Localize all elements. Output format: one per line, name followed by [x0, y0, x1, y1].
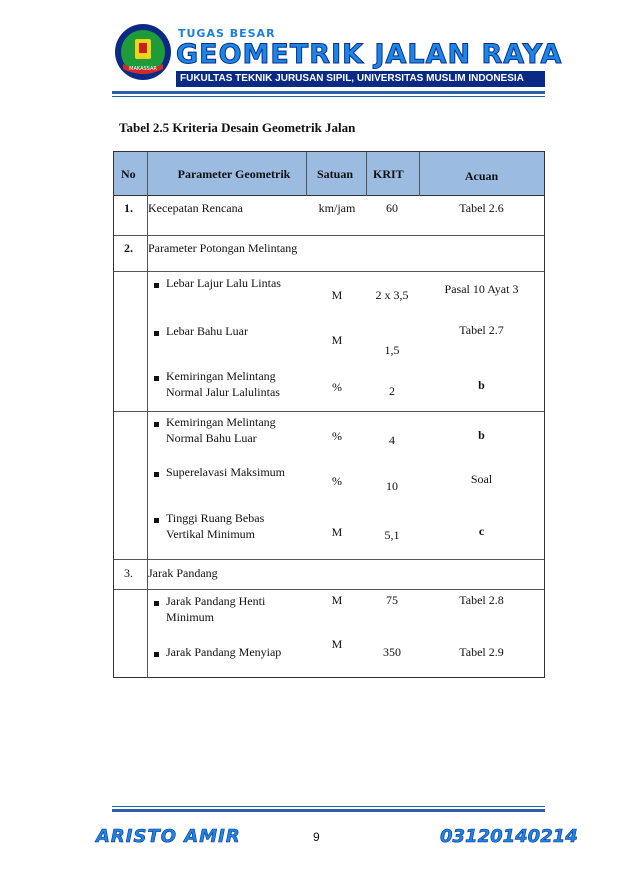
- table-header-row: [114, 152, 544, 196]
- table-row: [114, 196, 544, 236]
- row-satuan: %: [332, 474, 342, 488]
- table-row: [114, 320, 544, 360]
- row-param: Lebar Bahu Luar: [166, 324, 248, 338]
- row-param: Jarak Pandang: [148, 566, 218, 580]
- row-krit: 60: [386, 201, 398, 215]
- table-row: [114, 590, 544, 635]
- column-divider: [147, 152, 148, 677]
- row-param-line1: Kemiringan Melintang: [166, 415, 276, 429]
- row-satuan: M: [331, 593, 343, 607]
- row-satuan: %: [332, 429, 342, 443]
- table-row: [114, 272, 544, 320]
- table-row: [114, 508, 544, 560]
- row-no: 2.: [124, 241, 133, 255]
- column-divider: [306, 152, 307, 196]
- row-krit: 5,1: [384, 528, 400, 542]
- header-small-title: TUGAS BESAR: [178, 27, 276, 40]
- row-param: Superelavasi Maksimum: [166, 465, 285, 479]
- logo-text: MAKASSAR: [129, 66, 157, 72]
- column-divider: [419, 152, 420, 196]
- row-acuan: c: [478, 524, 485, 538]
- row-satuan: M: [331, 637, 343, 651]
- row-krit: 1,5: [384, 343, 400, 357]
- footer-rule-thin: [112, 806, 545, 807]
- header-rule-thin: [112, 96, 545, 97]
- row-krit: 2 x 3,5: [375, 288, 409, 302]
- table-row: [114, 412, 544, 462]
- row-acuan: Pasal 10 Ayat 3: [444, 282, 519, 296]
- row-krit: 4: [389, 433, 395, 447]
- row-param-line2: Vertikal Minimum: [166, 527, 255, 541]
- header-rule-thick: [112, 91, 545, 94]
- row-satuan: km/jam: [318, 201, 356, 215]
- row-satuan: M: [331, 525, 343, 539]
- row-satuan: M: [331, 333, 343, 347]
- row-acuan: Tabel 2.9: [459, 645, 504, 659]
- row-param-line2: Normal Jalur Lalulintas: [166, 385, 280, 399]
- row-acuan: Soal: [470, 472, 493, 486]
- row-param: Jarak Pandang Menyiap: [166, 645, 282, 659]
- row-krit: 75: [386, 593, 398, 607]
- row-param: [166, 414, 316, 446]
- author-name: ARISTO AMIR: [96, 826, 241, 847]
- row-acuan: Tabel 2.8: [459, 593, 504, 607]
- header-satuan: Satuan: [317, 167, 354, 181]
- header-krit: KRIT: [373, 167, 404, 181]
- row-param-line1: Jarak Pandang Henti: [166, 594, 266, 608]
- table-row: [114, 560, 544, 590]
- criteria-table: [113, 151, 545, 678]
- row-param: [166, 368, 316, 400]
- page-number: 9: [313, 830, 320, 844]
- row-param-line1: Tinggi Ruang Bebas: [166, 511, 265, 525]
- header-big-title: GEOMETRIK JALAN RAYA: [176, 39, 563, 70]
- row-no: 3.: [124, 566, 133, 580]
- table-row: [114, 236, 544, 272]
- header-acuan: Acuan: [464, 169, 499, 183]
- university-logo: [113, 22, 173, 82]
- header-no: No: [121, 167, 136, 181]
- student-id: 03120140214: [440, 826, 578, 847]
- row-param: Parameter Potongan Melintang: [148, 241, 298, 255]
- footer-rule-thick: [112, 809, 545, 812]
- row-krit: 10: [386, 479, 398, 493]
- row-satuan: %: [332, 380, 342, 394]
- header-subtitle-bar: [176, 71, 545, 87]
- header-param: Parameter Geometrik: [177, 167, 291, 181]
- row-param-line2: Normal Bahu Luar: [166, 431, 257, 445]
- header-subtitle: FUKULTAS TEKNIK JURUSAN SIPIL, UNIVERSITAS MUSLIM INDONESIA: [180, 73, 524, 84]
- row-krit: 350: [383, 645, 401, 659]
- table-row: [114, 462, 544, 508]
- row-param: Kecepatan Rencana: [148, 201, 243, 215]
- row-satuan: M: [331, 288, 343, 302]
- table-caption: Tabel 2.5 Kriteria Desain Geometrik Jalan: [119, 120, 356, 135]
- row-acuan: Tabel 2.7: [459, 323, 504, 337]
- row-krit: 2: [389, 384, 395, 398]
- row-acuan: b: [478, 428, 485, 442]
- row-no: 1.: [124, 201, 133, 215]
- table-row: [114, 360, 544, 412]
- row-acuan: b: [478, 378, 485, 392]
- row-param: [166, 593, 316, 625]
- table-row: [114, 635, 544, 677]
- row-acuan: Tabel 2.6: [459, 201, 504, 215]
- row-param: Lebar Lajur Lalu Lintas: [166, 276, 281, 290]
- row-param-line2: Minimum: [166, 610, 215, 624]
- row-param: [166, 510, 316, 542]
- column-divider: [366, 152, 367, 196]
- row-param-line1: Kemiringan Melintang: [166, 369, 276, 383]
